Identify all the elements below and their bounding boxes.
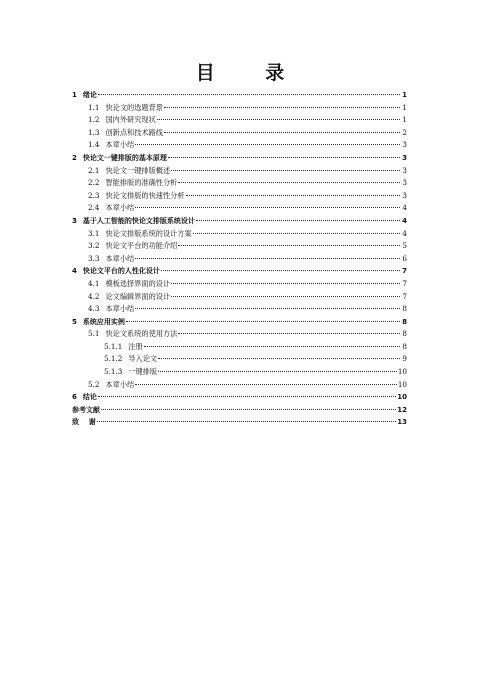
toc-entry-title: 本章小结 bbox=[105, 304, 135, 314]
dot-leader bbox=[186, 195, 400, 196]
toc-entry-page: 3 bbox=[402, 190, 407, 200]
toc-entry-number: 5.1.1 bbox=[104, 341, 123, 351]
dot-leader bbox=[178, 245, 400, 246]
toc-entry[interactable] bbox=[72, 152, 407, 165]
toc-entry-title: 快论文排版系统的设计方案 bbox=[105, 228, 192, 238]
toc-entry-number: 1.1 bbox=[88, 102, 100, 112]
toc-entry-page: 7 bbox=[402, 267, 407, 276]
toc-entry[interactable] bbox=[72, 328, 407, 341]
dot-leader bbox=[158, 358, 400, 359]
dot-leader bbox=[98, 396, 396, 397]
toc-entry-page: 2 bbox=[402, 127, 407, 137]
toc-entry-title: 快论文的选题背景 bbox=[105, 102, 163, 112]
toc-entry-title: 快论文一键排版概述 bbox=[105, 165, 171, 175]
toc-entry-title: 快论文平台的人性化设计 bbox=[82, 267, 160, 276]
toc-entry[interactable] bbox=[72, 114, 407, 127]
toc-entry-title: 快论文平台的功能介绍 bbox=[105, 241, 178, 251]
toc-entry-page: 4 bbox=[402, 228, 407, 238]
toc-entry-page: 13 bbox=[397, 418, 407, 427]
toc-entry-page: 7 bbox=[402, 278, 407, 288]
toc-entry-title: 本章小结 bbox=[105, 140, 135, 150]
toc-entry[interactable] bbox=[72, 265, 407, 278]
toc-entry[interactable] bbox=[72, 416, 407, 429]
toc-entry-page: 8 bbox=[402, 304, 407, 314]
toc-entry[interactable] bbox=[72, 366, 407, 379]
dot-leader bbox=[171, 296, 400, 297]
toc-entry-title: 参考文献 bbox=[72, 405, 100, 414]
dot-leader bbox=[144, 346, 400, 347]
dot-leader bbox=[98, 94, 400, 95]
toc-entry[interactable] bbox=[72, 89, 407, 102]
toc-entry[interactable] bbox=[72, 177, 407, 190]
toc-entry-page: 9 bbox=[402, 354, 407, 364]
toc-entry-number: 5.1 bbox=[88, 329, 100, 339]
toc-entry-number: 2.3 bbox=[88, 190, 100, 200]
toc-entry[interactable] bbox=[72, 215, 407, 228]
toc-entry-page: 4 bbox=[402, 203, 407, 213]
toc-entry-number: 3 bbox=[72, 216, 77, 225]
toc-entry-number: 5.1.2 bbox=[104, 354, 123, 364]
dot-leader bbox=[164, 107, 400, 108]
toc-entry[interactable] bbox=[72, 253, 407, 266]
dot-leader bbox=[135, 308, 400, 309]
toc-entry[interactable] bbox=[72, 353, 407, 366]
dot-leader bbox=[168, 157, 400, 158]
toc-entry-page: 1 bbox=[402, 102, 407, 112]
dot-leader bbox=[126, 321, 400, 322]
dot-leader bbox=[97, 421, 397, 422]
toc-entry[interactable] bbox=[72, 291, 407, 304]
toc-entry-title: 快论文排版的快速性分析 bbox=[105, 190, 185, 200]
toc-entry-number: 4 bbox=[72, 267, 77, 276]
toc-entry-page: 4 bbox=[402, 216, 407, 225]
toc-entry[interactable] bbox=[72, 341, 407, 354]
toc-entry-page: 7 bbox=[402, 291, 407, 301]
toc-entry-number: 2.2 bbox=[88, 178, 100, 188]
toc-entry-number: 1.4 bbox=[88, 140, 100, 150]
toc-entry[interactable] bbox=[72, 404, 407, 417]
toc-entry-title: 模板选择界面的设计 bbox=[105, 278, 171, 288]
toc-entry-page: 3 bbox=[402, 178, 407, 188]
toc-entry[interactable] bbox=[72, 379, 407, 392]
toc-entry-title: 智能排版的准确性分析 bbox=[105, 178, 178, 188]
dot-leader bbox=[193, 233, 400, 234]
toc-entry-page: 6 bbox=[402, 253, 407, 263]
toc-entry-page: 3 bbox=[402, 165, 407, 175]
dot-leader bbox=[135, 144, 400, 145]
toc-entry-title: 结论 bbox=[82, 393, 97, 402]
toc-entry-number: 2 bbox=[72, 153, 77, 162]
dot-leader bbox=[196, 220, 400, 221]
toc-entry-number: 3.3 bbox=[88, 253, 100, 263]
dot-leader bbox=[161, 270, 400, 271]
dot-leader bbox=[178, 182, 400, 183]
toc-entry-page: 3 bbox=[402, 140, 407, 150]
toc-entry-title: 导入论文 bbox=[128, 354, 158, 364]
toc-entry[interactable] bbox=[72, 139, 407, 152]
toc-entry-title: 本章小结 bbox=[105, 253, 135, 263]
toc-entry-page: 5 bbox=[402, 241, 407, 251]
toc-entry-number: 3.2 bbox=[88, 241, 100, 251]
toc-entry-title: 注册 bbox=[128, 341, 143, 351]
toc-entry[interactable] bbox=[72, 391, 407, 404]
toc-entry[interactable] bbox=[72, 127, 407, 140]
toc-entry-title: 国内外研究现状 bbox=[105, 115, 156, 125]
toc-entry-title: 基于人工智能的快论文排版系统设计 bbox=[82, 216, 195, 225]
dot-leader bbox=[135, 207, 400, 208]
dot-leader bbox=[135, 258, 400, 259]
toc-entry[interactable] bbox=[72, 202, 407, 215]
toc-entry[interactable] bbox=[72, 165, 407, 178]
dot-leader bbox=[178, 333, 400, 334]
toc-entry-number: 3.1 bbox=[88, 228, 100, 238]
toc-entry-number: 2.4 bbox=[88, 203, 100, 213]
dot-leader bbox=[101, 409, 396, 410]
toc-entry-page: 8 bbox=[402, 341, 407, 351]
toc-entry[interactable] bbox=[72, 190, 407, 203]
toc-entry-page: 12 bbox=[397, 405, 407, 414]
toc-entry-page: 10 bbox=[397, 393, 407, 402]
toc-entry-number: 6 bbox=[72, 393, 77, 402]
toc-entry-page: 10 bbox=[397, 367, 407, 377]
toc-entry-number: 5 bbox=[72, 317, 77, 326]
dot-leader bbox=[171, 170, 400, 171]
toc-entry-title: 快论文系统的使用方法 bbox=[105, 329, 178, 339]
toc-entry-page: 3 bbox=[402, 153, 407, 162]
toc-entry-page: 1 bbox=[402, 91, 407, 99]
toc-entry-title: 系统应用实例 bbox=[82, 317, 125, 326]
toc-entry-number: 1.3 bbox=[88, 127, 100, 137]
toc-entry-number: 4.1 bbox=[88, 278, 100, 288]
toc-entry-number: 1.2 bbox=[88, 115, 100, 125]
dot-leader bbox=[158, 371, 397, 372]
dot-leader bbox=[157, 119, 400, 120]
page-title: 目 录 bbox=[195, 62, 307, 84]
toc-entry-page: 10 bbox=[397, 379, 407, 389]
toc-entry-title: 致 谢 bbox=[72, 418, 96, 427]
toc-entry[interactable] bbox=[72, 316, 407, 329]
toc-entry[interactable] bbox=[72, 240, 407, 253]
toc-entry[interactable] bbox=[72, 228, 407, 241]
toc-entry-page: 8 bbox=[402, 317, 407, 326]
toc-entry-page: 1 bbox=[402, 115, 407, 125]
toc-entry-number: 2.1 bbox=[88, 165, 100, 175]
toc-entry-title: 绪论 bbox=[82, 91, 97, 99]
toc-entry-title: 创新点和技术路线 bbox=[105, 127, 163, 137]
toc-entry-number: 4.2 bbox=[88, 291, 100, 301]
toc-entry-title: 本章小结 bbox=[105, 203, 135, 213]
toc-entry-number: 5.1.3 bbox=[104, 367, 123, 377]
dot-leader bbox=[135, 384, 397, 385]
toc-entry-title: 快论文一键排版的基本原理 bbox=[82, 153, 167, 162]
toc-entry[interactable] bbox=[72, 303, 407, 316]
toc-entry[interactable] bbox=[72, 102, 407, 115]
toc-entry-number: 4.3 bbox=[88, 304, 100, 314]
toc-entry-title: 论文编辑界面的设计 bbox=[105, 291, 171, 301]
toc-entry-title: 本章小结 bbox=[105, 379, 135, 389]
toc-entry-number: 5.2 bbox=[88, 379, 100, 389]
toc-entry[interactable] bbox=[72, 278, 407, 291]
table-of-contents bbox=[72, 89, 407, 429]
dot-leader bbox=[171, 283, 400, 284]
toc-entry-number: 1 bbox=[72, 91, 77, 99]
dot-leader bbox=[164, 132, 400, 133]
toc-entry-title: 一键排版 bbox=[128, 367, 158, 377]
toc-entry-page: 8 bbox=[402, 329, 407, 339]
